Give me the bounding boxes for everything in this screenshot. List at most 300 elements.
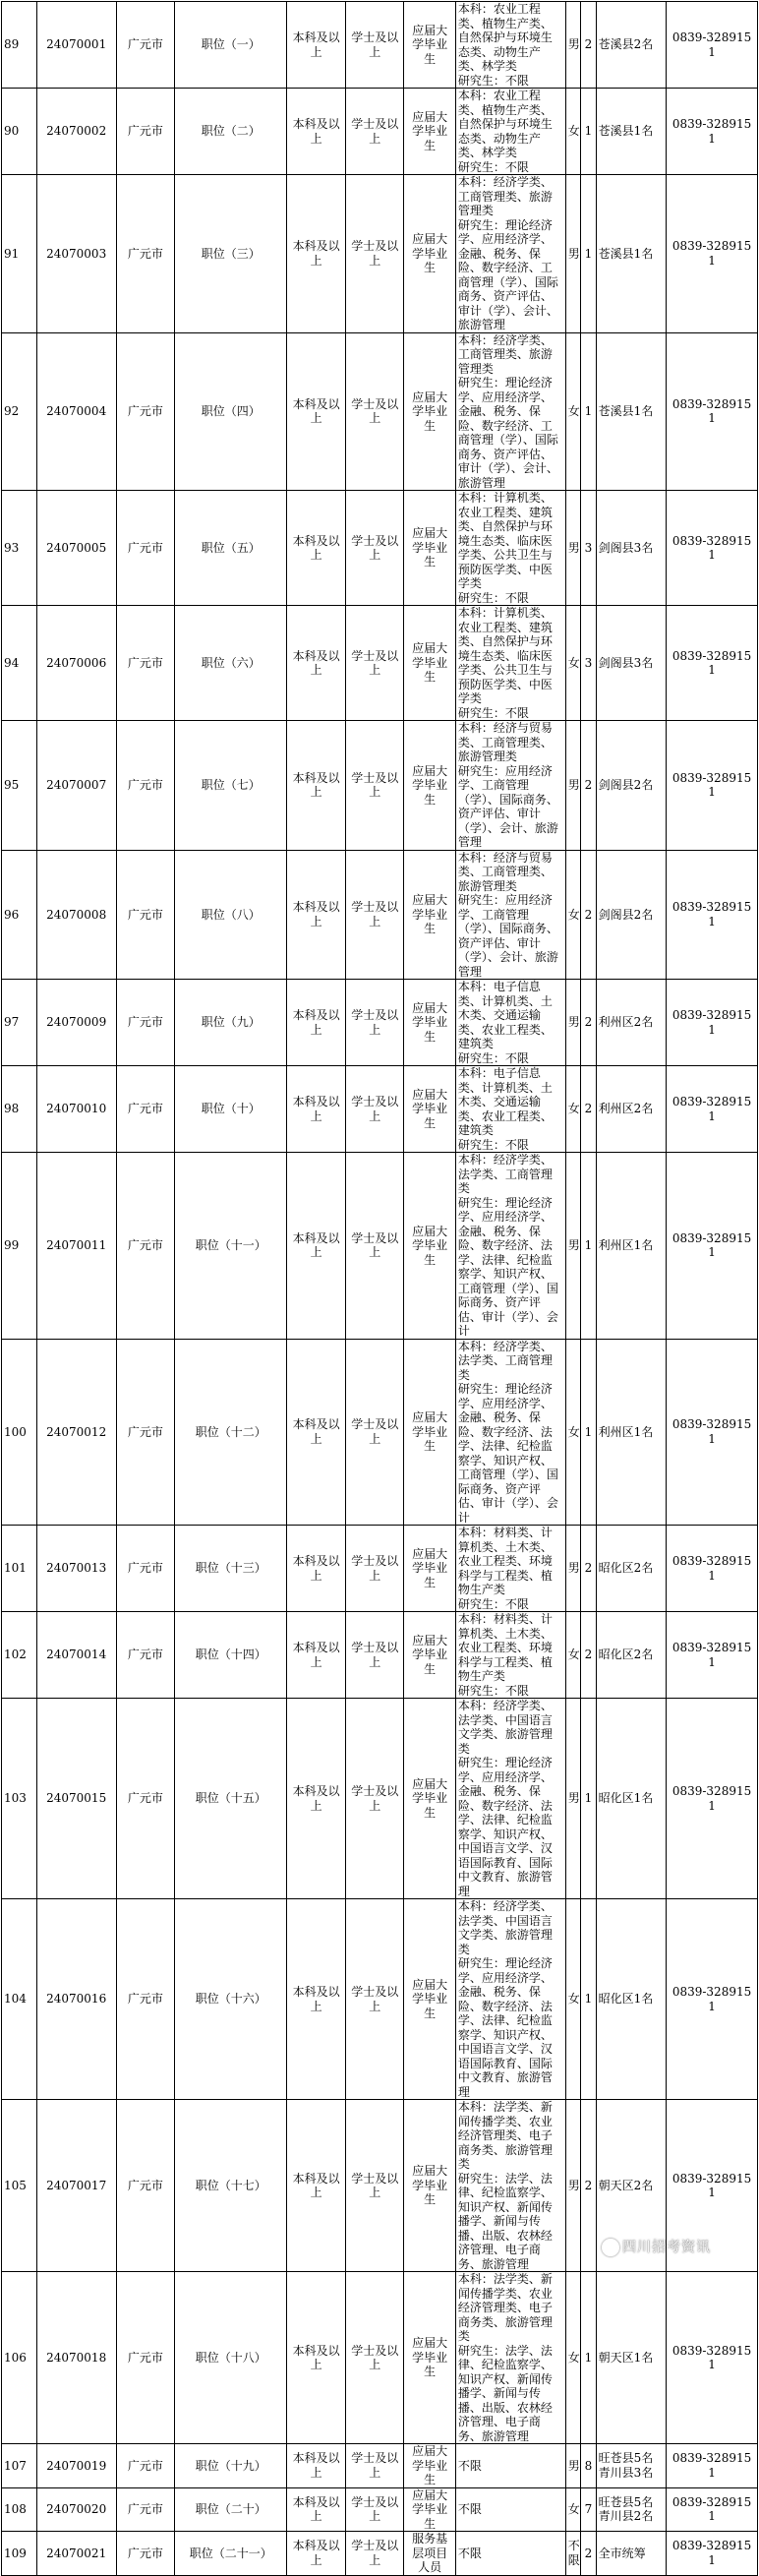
major-line: 本科：经济学类、法学类、工商管理类 [457,1339,553,1382]
seq-cell: 90 [2,89,37,175]
education-cell: 本科及以上 [287,2100,346,2272]
recruitment-table [1,1,758,2576]
education-cell: 本科及以上 [287,1339,346,1526]
code-cell: 24070015 [36,1699,116,1899]
source-cell: 应届大学毕业生 [404,1612,455,1699]
major-cell [455,175,565,333]
source-cell: 应届大学毕业生 [404,2,455,89]
location-cell: 朝天区1名 [596,2272,666,2444]
seq-cell: 92 [2,332,37,491]
seq-cell: 95 [2,721,37,851]
degree-cell: 学士及以上 [345,1153,404,1340]
degree-cell: 学士及以上 [345,1526,404,1612]
code-cell: 24070020 [36,2487,116,2532]
phone-cell: 0839-3289151 [667,721,758,851]
code-cell: 24070011 [36,1153,116,1340]
seq-cell: 103 [2,1699,37,1899]
source-cell: 应届大学毕业生 [404,1153,455,1340]
major-cell [455,2100,565,2272]
major-line: 研究生：法学、法律、纪检监察学、知识产权、新闻传播学、新闻与传播、出版、农林经济管理、电子商务、旅游管理 [457,2171,553,2271]
phone-cell: 0839-3289151 [667,175,758,333]
major-line: 本科：经济学类、法学类、中国语言文学类、旅游管理类 [457,1899,553,1956]
degree-cell: 学士及以上 [345,175,404,333]
gender-cell: 女 [565,2272,580,2444]
major-cell [455,332,565,491]
table-row [2,1339,758,1526]
major-line: 研究生：应用经济学、工商管理（学）、国际商务、资产评估、审计（学）、会计、旅游管理 [457,893,558,979]
gender-cell: 男 [565,491,580,606]
table-row [2,606,758,721]
seq-cell: 91 [2,175,37,333]
seq-cell: 97 [2,980,37,1066]
major-line: 研究生：不限 [457,590,529,605]
count-cell: 1 [581,1899,596,2100]
phone-cell: 0839-3289151 [667,2444,758,2488]
position-cell: 职位（十二） [175,1339,287,1526]
position-cell: 职位（二十一） [175,2532,287,2576]
location-cell: 利州区2名 [596,980,666,1066]
table-row [2,1526,758,1612]
source-cell: 应届大学毕业生 [404,2100,455,2272]
count-cell: 1 [581,89,596,175]
major-line: 研究生：不限 [457,1596,529,1611]
education-cell: 本科及以上 [287,980,346,1066]
code-cell: 24070021 [36,2532,116,2576]
phone-cell: 0839-3289151 [667,1066,758,1153]
city-cell: 广元市 [116,1339,175,1526]
major-line: 本科：法学类、新闻传播学类、农业经济管理类、电子商务类、旅游管理类 [457,2100,553,2171]
major-cell [455,1066,565,1153]
phone-cell: 0839-3289151 [667,1899,758,2100]
gender-cell: 女 [565,606,580,721]
education-cell: 本科及以上 [287,1699,346,1899]
major-line: 研究生：理论经济学、应用经济学、金融、税务、保险、数字经济、法学、法律、纪检监察学、知识产权、中国语言文学、汉语国际教育、国际中文教育、旅游管理 [457,1956,553,2099]
major-cell [455,980,565,1066]
city-cell: 广元市 [116,721,175,851]
source-cell: 应届大学毕业生 [404,2444,455,2488]
degree-cell: 学士及以上 [345,1699,404,1899]
table-row [2,175,758,333]
code-cell: 24070005 [36,491,116,606]
location-cell: 剑阁县3名 [596,491,666,606]
position-cell: 职位（八） [175,850,287,980]
seq-cell: 109 [2,2532,37,2576]
phone-cell: 0839-3289151 [667,89,758,175]
major-cell [455,89,565,175]
city-cell: 广元市 [116,2487,175,2532]
city-cell: 广元市 [116,1153,175,1340]
count-cell: 1 [581,332,596,491]
count-cell: 3 [581,491,596,606]
position-cell: 职位（十七） [175,2100,287,2272]
city-cell: 广元市 [116,1526,175,1612]
phone-cell: 0839-3289151 [667,2272,758,2444]
table-row [2,1699,758,1899]
source-cell: 应届大学毕业生 [404,2272,455,2444]
major-line: 不限 [457,2458,482,2473]
count-cell: 1 [581,1153,596,1340]
position-cell: 职位（三） [175,175,287,333]
seq-cell: 104 [2,1899,37,2100]
seq-cell: 106 [2,2272,37,2444]
degree-cell: 学士及以上 [345,1339,404,1526]
code-cell: 24070017 [36,2100,116,2272]
code-cell: 24070019 [36,2444,116,2488]
major-line: 本科：计算机类、农业工程类、建筑类、自然保护与环境生态类、临床医学类、公共卫生与预防医学类、中医学类 [457,606,553,705]
count-cell: 2 [581,1612,596,1699]
city-cell: 广元市 [116,2,175,89]
code-cell: 24070001 [36,2,116,89]
major-line: 本科：农业工程类、植物生产类、自然保护与环境生态类、动物生产类、林学类 [457,89,553,159]
table-row [2,2444,758,2488]
city-cell: 广元市 [116,1899,175,2100]
phone-cell: 0839-3289151 [667,1339,758,1526]
education-cell: 本科及以上 [287,1612,346,1699]
gender-cell: 男 [565,2444,580,2488]
gender-cell: 男 [565,980,580,1066]
education-cell: 本科及以上 [287,606,346,721]
city-cell: 广元市 [116,1612,175,1699]
table-row [2,980,758,1066]
source-cell: 应届大学毕业生 [404,332,455,491]
location-cell: 苍溪县2名 [596,2,666,89]
major-line: 研究生：理论经济学、应用经济学、金融、税务、保险、数字经济、法学、法律、纪检监察学、知识产权、工商管理（学）、国际商务、资产评估、审计（学）、会计 [457,1195,558,1338]
seq-cell: 105 [2,2100,37,2272]
wechat-logo-icon [602,2239,619,2256]
location-cell: 利州区1名 [596,1153,666,1340]
source-cell: 服务基层项目人员 [404,2532,455,2576]
table-row [2,1899,758,2100]
gender-cell: 男 [565,1526,580,1612]
major-line: 研究生：不限 [457,1137,529,1152]
location-cell: 剑阁县2名 [596,850,666,980]
code-cell: 24070018 [36,2272,116,2444]
count-cell: 7 [581,2487,596,2532]
seq-cell: 96 [2,850,37,980]
location-cell: 全市统筹 [596,2532,666,2576]
gender-cell: 女 [565,850,580,980]
gender-cell: 女 [565,332,580,491]
phone-cell: 0839-3289151 [667,606,758,721]
education-cell: 本科及以上 [287,1899,346,2100]
major-line: 本科：电子信息类、计算机类、土木类、交通运输类、农业工程类、建筑类 [457,1066,553,1137]
table-row [2,2,758,89]
major-line: 研究生：理论经济学、应用经济学、金融、税务、保险、数字经济、工商管理（学）、国际商务、资产评估、审计（学）、会计、旅游管理 [457,217,558,331]
source-cell: 应届大学毕业生 [404,721,455,851]
code-cell: 24070007 [36,721,116,851]
major-line: 本科：经济学类、工商管理类、旅游管理类 [457,332,553,376]
major-line: 本科：经济学类、法学类、工商管理类 [457,1153,553,1195]
city-cell: 广元市 [116,980,175,1066]
city-cell: 广元市 [116,89,175,175]
major-line: 研究生：不限 [457,73,529,88]
major-cell [455,1899,565,2100]
gender-cell: 不限 [565,2532,580,2576]
gender-cell: 男 [565,175,580,333]
education-cell: 本科及以上 [287,2487,346,2532]
major-line: 研究生：理论经济学、应用经济学、金融、税务、保险、数字经济、法学、法律、纪检监察学、知识产权、中国语言文学、汉语国际教育、国际中文教育、旅游管理 [457,1756,553,1898]
seq-cell: 100 [2,1339,37,1526]
position-cell: 职位（四） [175,332,287,491]
major-cell [455,1339,565,1526]
source-cell: 应届大学毕业生 [404,980,455,1066]
gender-cell: 女 [565,1066,580,1153]
gender-cell: 男 [565,1153,580,1340]
code-cell: 24070013 [36,1526,116,1612]
major-line: 研究生：不限 [457,705,529,720]
code-cell: 24070016 [36,1899,116,2100]
location-cell: 苍溪县1名 [596,175,666,333]
location-cell: 昭化区2名 [596,1612,666,1699]
location-cell: 昭化区1名 [596,1699,666,1899]
position-cell: 职位（一） [175,2,287,89]
table-row [2,89,758,175]
phone-cell: 0839-3289151 [667,980,758,1066]
seq-cell: 89 [2,2,37,89]
education-cell: 本科及以上 [287,2444,346,2488]
major-cell [455,2,565,89]
degree-cell: 学士及以上 [345,89,404,175]
major-cell [455,606,565,721]
education-cell: 本科及以上 [287,2272,346,2444]
city-cell: 广元市 [116,1066,175,1153]
source-cell: 应届大学毕业生 [404,850,455,980]
degree-cell: 学士及以上 [345,2272,404,2444]
city-cell: 广元市 [116,850,175,980]
code-cell: 24070014 [36,1612,116,1699]
major-line: 本科：计算机类、农业工程类、建筑类、自然保护与环境生态类、临床医学类、公共卫生与预防医学类、中医学类 [457,491,553,590]
count-cell: 2 [581,1066,596,1153]
source-cell: 应届大学毕业生 [404,2487,455,2532]
seq-cell: 94 [2,606,37,721]
gender-cell: 女 [565,89,580,175]
major-line: 研究生：理论经济学、应用经济学、金融、税务、保险、数字经济、法学、法律、纪检监察学、知识产权、工商管理（学）、国际商务、资产评估、审计（学）、会计 [457,1382,558,1525]
degree-cell: 学士及以上 [345,721,404,851]
major-cell [455,1612,565,1699]
degree-cell: 学士及以上 [345,980,404,1066]
gender-cell: 女 [565,1612,580,1699]
degree-cell: 学士及以上 [345,2100,404,2272]
seq-cell: 108 [2,2487,37,2532]
phone-cell: 0839-3289151 [667,1153,758,1340]
major-line: 研究生：应用经济学、工商管理（学）、国际商务、资产评估、审计（学）、会计、旅游管理 [457,763,558,849]
count-cell: 2 [581,980,596,1066]
city-cell: 广元市 [116,606,175,721]
city-cell: 广元市 [116,2100,175,2272]
table-row [2,1612,758,1699]
position-cell: 职位（二十） [175,2487,287,2532]
degree-cell: 学士及以上 [345,606,404,721]
watermark [602,2237,711,2256]
count-cell: 2 [581,2532,596,2576]
code-cell: 24070002 [36,89,116,175]
source-cell: 应届大学毕业生 [404,1339,455,1526]
gender-cell: 女 [565,2487,580,2532]
city-cell: 广元市 [116,332,175,491]
position-cell: 职位（十九） [175,2444,287,2488]
gender-cell: 男 [565,1699,580,1899]
phone-cell: 0839-3289151 [667,1526,758,1612]
source-cell: 应届大学毕业生 [404,175,455,333]
education-cell: 本科及以上 [287,2,346,89]
position-cell: 职位（十八） [175,2272,287,2444]
count-cell: 1 [581,1699,596,1899]
source-cell: 应届大学毕业生 [404,606,455,721]
major-line: 研究生：理论经济学、应用经济学、金融、税务、保险、数字经济、工商管理（学）、国际商务、资产评估、审计（学）、会计、旅游管理 [457,376,558,490]
source-cell: 应届大学毕业生 [404,1899,455,2100]
city-cell: 广元市 [116,2272,175,2444]
major-line: 研究生：法学、法律、纪检监察学、知识产权、新闻传播学、新闻与传播、出版、农林经济管理、电子商务、旅游管理 [457,2343,553,2443]
major-line: 不限 [457,2546,482,2560]
seq-cell: 93 [2,491,37,606]
major-cell [455,1153,565,1340]
count-cell: 1 [581,2272,596,2444]
table-row [2,850,758,980]
major-cell [455,2272,565,2444]
major-line: 本科：经济与贸易类、工商管理类、旅游管理类 [457,850,553,893]
seq-cell: 102 [2,1612,37,1699]
table-row [2,2487,758,2532]
education-cell: 本科及以上 [287,1153,346,1340]
phone-cell: 0839-3289151 [667,2100,758,2272]
degree-cell: 学士及以上 [345,2532,404,2576]
count-cell: 1 [581,175,596,333]
location-cell: 苍溪县1名 [596,332,666,491]
count-cell: 2 [581,2100,596,2272]
education-cell: 本科及以上 [287,175,346,333]
seq-cell: 98 [2,1066,37,1153]
position-cell: 职位（十一） [175,1153,287,1340]
major-line: 本科：法学类、新闻传播学类、农业经济管理类、电子商务类、旅游管理类 [457,2272,553,2343]
degree-cell: 学士及以上 [345,2,404,89]
position-cell: 职位（六） [175,606,287,721]
degree-cell: 学士及以上 [345,850,404,980]
gender-cell: 女 [565,1899,580,2100]
table-row [2,332,758,491]
major-cell [455,721,565,851]
major-line: 研究生：不限 [457,1050,529,1065]
education-cell: 本科及以上 [287,1526,346,1612]
gender-cell: 男 [565,721,580,851]
table-row [2,721,758,851]
source-cell: 应届大学毕业生 [404,1066,455,1153]
major-line: 本科：材料类、计算机类、土木类、农业工程类、环境科学与工程类、植物生产类 [457,1526,553,1596]
code-cell: 24070009 [36,980,116,1066]
position-cell: 职位（十） [175,1066,287,1153]
phone-cell: 0839-3289151 [667,332,758,491]
location-cell: 剑阁县2名 [596,721,666,851]
location-cell: 利州区1名 [596,1339,666,1526]
major-line: 本科：电子信息类、计算机类、土木类、交通运输类、农业工程类、建筑类 [457,980,553,1050]
city-cell: 广元市 [116,2532,175,2576]
count-cell: 2 [581,2,596,89]
position-cell: 职位（九） [175,980,287,1066]
education-cell: 本科及以上 [287,332,346,491]
count-cell: 8 [581,2444,596,2488]
source-cell: 应届大学毕业生 [404,491,455,606]
city-cell: 广元市 [116,491,175,606]
table-row [2,491,758,606]
source-cell: 应届大学毕业生 [404,89,455,175]
degree-cell: 学士及以上 [345,2444,404,2488]
degree-cell: 学士及以上 [345,332,404,491]
code-cell: 24070003 [36,175,116,333]
seq-cell: 107 [2,2444,37,2488]
major-cell [455,1526,565,1612]
code-cell: 24070004 [36,332,116,491]
phone-cell: 0839-3289151 [667,2487,758,2532]
position-cell: 职位（十六） [175,1899,287,2100]
gender-cell: 男 [565,2100,580,2272]
phone-cell: 0839-3289151 [667,2532,758,2576]
count-cell: 3 [581,606,596,721]
source-cell: 应届大学毕业生 [404,1526,455,1612]
major-line: 本科：材料类、计算机类、土木类、农业工程类、环境科学与工程类、植物生产类 [457,1612,553,1683]
phone-cell: 0839-3289151 [667,850,758,980]
education-cell: 本科及以上 [287,491,346,606]
major-cell [455,2444,565,2488]
major-line: 本科：农业工程类、植物生产类、自然保护与环境生态类、动物生产类、林学类 [457,2,553,73]
code-cell: 24070006 [36,606,116,721]
city-cell: 广元市 [116,175,175,333]
position-cell: 职位（五） [175,491,287,606]
major-line: 本科：经济学类、法学类、中国语言文学类、旅游管理类 [457,1699,553,1756]
code-cell: 24070008 [36,850,116,980]
degree-cell: 学士及以上 [345,491,404,606]
major-cell [455,850,565,980]
city-cell: 广元市 [116,2444,175,2488]
education-cell: 本科及以上 [287,2532,346,2576]
gender-cell: 女 [565,1339,580,1526]
position-cell: 职位（十五） [175,1699,287,1899]
degree-cell: 学士及以上 [345,1899,404,2100]
major-line: 研究生：不限 [457,159,529,174]
phone-cell: 0839-3289151 [667,1699,758,1899]
table-row [2,2532,758,2576]
major-cell [455,491,565,606]
major-line: 研究生：不限 [457,1683,529,1698]
education-cell: 本科及以上 [287,1066,346,1153]
location-cell: 利州区2名 [596,1066,666,1153]
location-cell: 苍溪县1名 [596,89,666,175]
major-cell [455,2532,565,2576]
phone-cell: 0839-3289151 [667,491,758,606]
watermark-text: 四川招考资讯 [622,2240,711,2255]
degree-cell: 学士及以上 [345,2487,404,2532]
table-row [2,2272,758,2444]
location-cell: 昭化区2名 [596,1526,666,1612]
count-cell: 2 [581,1526,596,1612]
position-cell: 职位（七） [175,721,287,851]
phone-cell: 0839-3289151 [667,1612,758,1699]
table-row [2,1066,758,1153]
education-cell: 本科及以上 [287,89,346,175]
location-cell: 剑阁县3名 [596,606,666,721]
location-cell: 旺苍县5名 青川县3名 [596,2444,666,2488]
degree-cell: 学士及以上 [345,1066,404,1153]
degree-cell: 学士及以上 [345,1612,404,1699]
seq-cell: 99 [2,1153,37,1340]
table-row [2,1153,758,1340]
position-cell: 职位（十三） [175,1526,287,1612]
major-cell [455,1699,565,1899]
count-cell: 2 [581,721,596,851]
location-cell: 朝天区2名 [596,2100,666,2272]
gender-cell: 男 [565,2,580,89]
count-cell: 2 [581,850,596,980]
code-cell: 24070010 [36,1066,116,1153]
position-cell: 职位（二） [175,89,287,175]
